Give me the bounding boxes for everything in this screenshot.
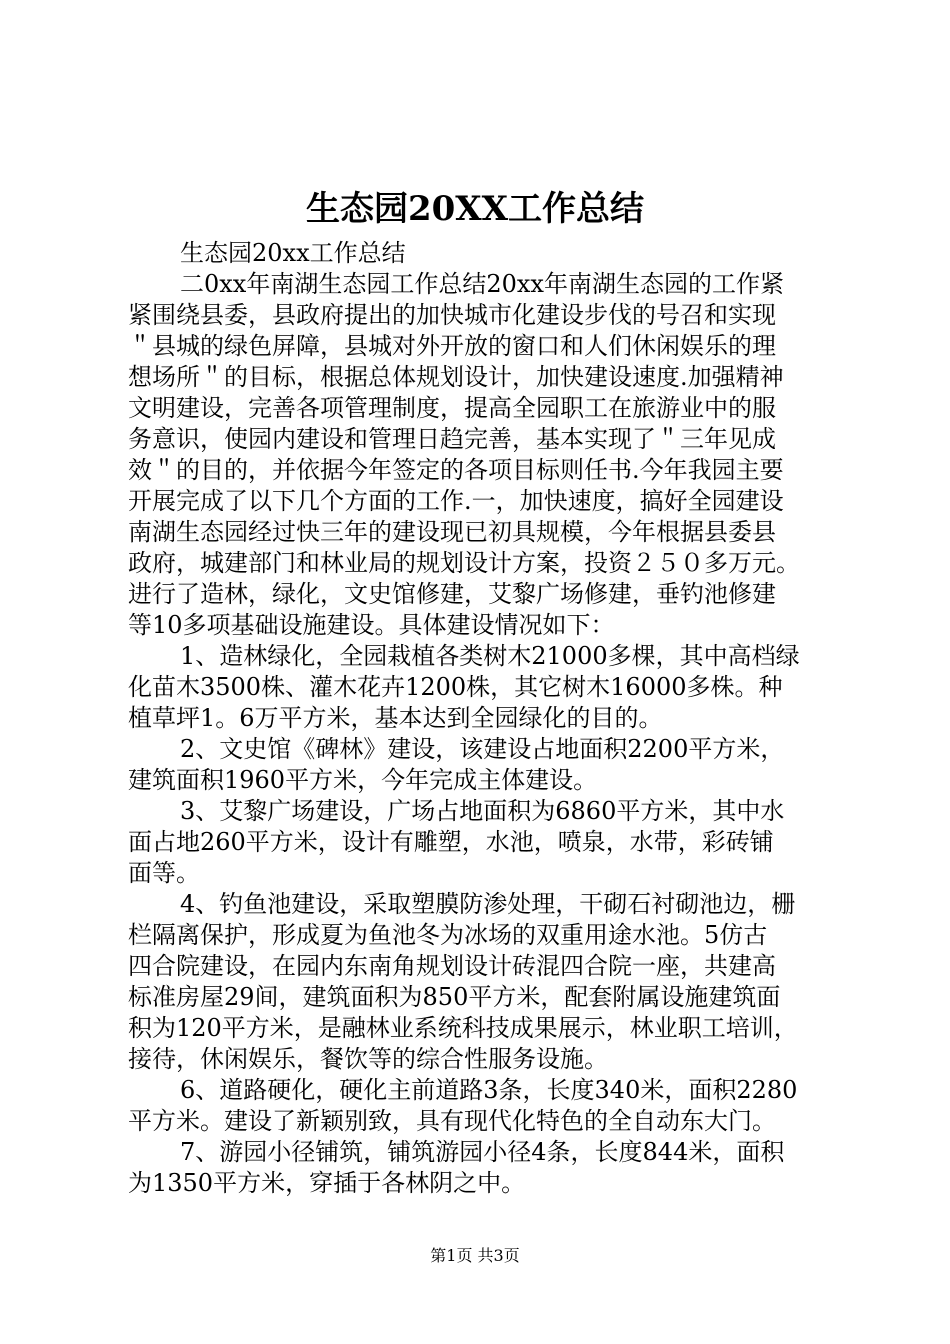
paragraph-line: 效＂的目的，并依据今年签定的各项目标则任书.今年我园主要 [128, 456, 784, 484]
item-2-line: 建筑面积1960平方米，今年完成主体建设。 [128, 766, 598, 794]
item-1-line: 化苗木3500株、灌木花卉1200株，其它树木16000多株。种 [128, 673, 783, 701]
paragraph-line: 二0xx年南湖生态园工作总结20xx年南湖生态园的工作紧 [180, 270, 784, 298]
item-7-line: 为1350平方米，穿插于各林阴之中。 [128, 1169, 526, 1197]
subtitle-line: 生态园20xx工作总结 [180, 239, 406, 267]
paragraph-line: 南湖生态园经过快三年的建设现已初具规模，今年根据县委县 [128, 518, 776, 546]
paragraph-line: 务意识，使园内建设和管理日趋完善，基本实现了＂三年见成 [128, 425, 776, 453]
paragraph-line: ＂县城的绿色屏障，县城对外开放的窗口和人们休闲娱乐的理 [128, 332, 776, 360]
paragraph-line: 等10多项基础设施建设。具体建设情况如下： [128, 611, 615, 639]
document-body [128, 238, 840, 1199]
item-6-line: 6、道路硬化，硬化主前道路3条，长度340米，面积2280 [180, 1076, 798, 1104]
item-3-line: 面占地260平方米，设计有雕塑，水池，喷泉，水带，彩砖铺 [128, 828, 774, 856]
item-6-line: 平方米。建设了新颖别致，具有现代化特色的全自动东大门。 [128, 1107, 776, 1135]
paragraph-line: 进行了造林，绿化，文史馆修建，艾黎广场修建，垂钓池修建 [128, 580, 776, 608]
item-7-line: 7、游园小径铺筑，铺筑游园小径4条，长度844米，面积 [180, 1138, 785, 1166]
item-4-line: 接待，休闲娱乐，餐饮等的综合性服务设施。 [128, 1045, 608, 1073]
item-1-line: 植草坪1。6万平方米，基本达到全园绿化的目的。 [128, 704, 663, 732]
item-3-line: 3、艾黎广场建设，广场占地面积为6860平方米，其中水 [180, 797, 785, 825]
document-title: 生态园20XX工作总结 [305, 189, 645, 229]
paragraph-line: 想场所＂的目标，根据总体规划设计，加快建设速度.加强精神 [128, 363, 784, 391]
item-4-line: 4、钓鱼池建设，采取塑膜防渗处理，干砌石衬砌池边，栅 [180, 890, 796, 918]
paragraph-line: 开展完成了以下几个方面的工作.一，加快速度，搞好全园建设 [128, 487, 784, 515]
paragraph-line: 紧围绕县委，县政府提出的加快城市化建设步伐的号召和实现 [128, 301, 776, 329]
item-1-line: 1、造林绿化，全园栽植各类树木21000多棵，其中高档绿 [180, 642, 800, 670]
paragraph-line: 政府，城建部门和林业局的规划设计方案，投资２５０多万元。 [128, 549, 800, 577]
page-footer: 第1页 共3页 [430, 1246, 520, 1265]
item-4-line: 标准房屋29间，建筑面积为850平方米，配套附属设施建筑面 [128, 983, 781, 1011]
item-2-line: 2、文史馆《碑林》建设，该建设占地面积2200平方米， [180, 735, 785, 763]
item-4-line: 积为120平方米，是融林业系统科技成果展示，林业职工培训， [128, 1014, 798, 1042]
paragraph-line: 文明建设，完善各项管理制度，提高全园职工在旅游业中的服 [128, 394, 776, 422]
item-4-line: 四合院建设，在园内东南角规划设计砖混四合院一座，共建高 [128, 952, 776, 980]
item-4-line: 栏隔离保护，形成夏为鱼池冬为冰场的双重用途水池。5仿古 [128, 921, 768, 949]
item-3-line: 面等。 [128, 859, 200, 887]
